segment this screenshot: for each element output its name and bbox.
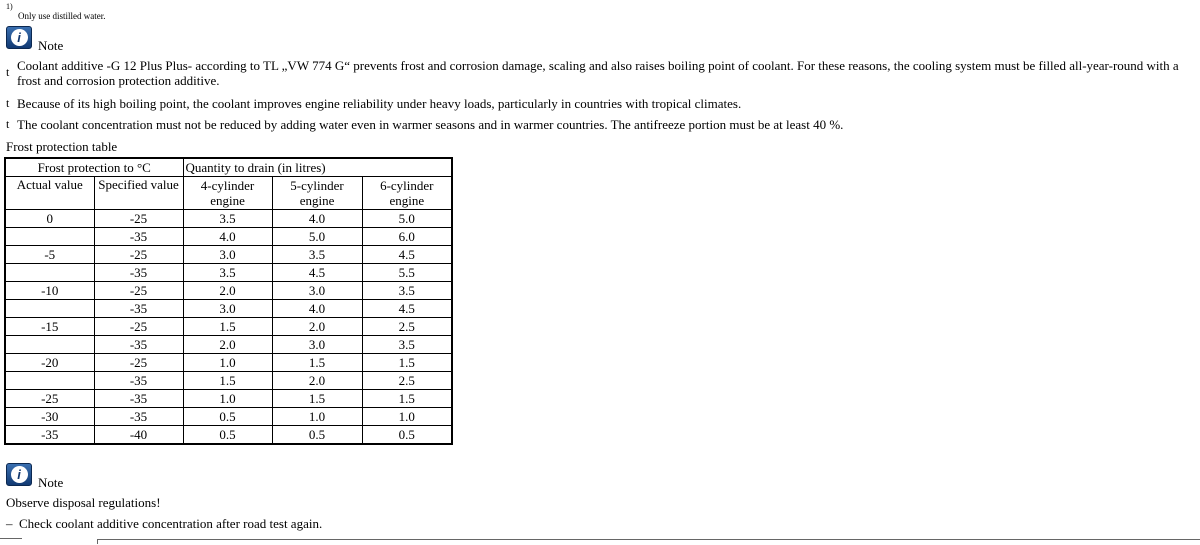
table-cell: 4.0 <box>183 228 272 246</box>
table-cell: -35 <box>94 390 183 408</box>
procedure-step <box>6 516 322 532</box>
note-paragraph: Because of its high boiling point, the coolant improves engine reliability under heavy loads, particularly in countries with tropical climates. <box>17 96 742 111</box>
table-cell <box>5 228 94 246</box>
table-cell: 2.0 <box>272 372 362 390</box>
table-cell: 1.5 <box>183 318 272 336</box>
table-cell <box>5 300 94 318</box>
table-cell: 5.5 <box>362 264 452 282</box>
table-cell: 0.5 <box>272 426 362 445</box>
note-text: Observe disposal regulations! <box>6 495 161 510</box>
table-row <box>5 264 452 282</box>
table-cell: -35 <box>94 372 183 390</box>
table-cell: 0 <box>5 210 94 228</box>
frost-protection-table <box>4 157 453 445</box>
table-column-header: 5-cylinder engine <box>272 177 362 210</box>
table-row <box>5 246 452 264</box>
info-icon: i <box>6 463 32 486</box>
table-cell: -35 <box>94 264 183 282</box>
table-row <box>5 210 452 228</box>
table-cell: 4.5 <box>362 246 452 264</box>
table-column-header: 4-cylinder engine <box>183 177 272 210</box>
table-row <box>5 282 452 300</box>
step-marker: – <box>6 516 13 531</box>
note-paragraph: Coolant additive -G 12 Plus Plus- according to TL „VW 774 G“ prevents frost and corrosion damage, scaling and also raises boiling point of coolant. For these reasons, the cooling system must be filled all-year-round with a frost and corrosion protection additive. <box>17 58 1179 88</box>
table-cell: 3.5 <box>272 246 362 264</box>
table-cell: -35 <box>94 300 183 318</box>
table-cell: 1.0 <box>183 390 272 408</box>
note-label: Note <box>38 475 64 490</box>
table-group-header: Quantity to drain (in litres) <box>183 158 452 177</box>
table-row <box>5 354 452 372</box>
table-cell <box>5 264 94 282</box>
table-cell: 3.0 <box>272 336 362 354</box>
table-cell: -35 <box>94 228 183 246</box>
table-cell: 1.5 <box>362 354 452 372</box>
table-cell <box>5 336 94 354</box>
table-row <box>5 318 452 336</box>
step-text: Check coolant additive concentration after road test again. <box>19 516 323 531</box>
table-cell: 3.5 <box>183 264 272 282</box>
table-cell: -20 <box>5 354 94 372</box>
table-cell: 1.0 <box>362 408 452 426</box>
table-cell: 3.0 <box>183 300 272 318</box>
table-column-header: Actual value <box>5 177 94 210</box>
table-cell: 4.5 <box>272 264 362 282</box>
table-cell: -30 <box>5 408 94 426</box>
table-cell: 0.5 <box>183 426 272 445</box>
note-paragraph: The coolant concentration must not be reduced by adding water even in warmer seasons and in warmer countries. The antifreeze portion must be at least 40 %. <box>17 117 844 132</box>
table-row <box>5 390 452 408</box>
table-cell: 2.5 <box>362 318 452 336</box>
table-row <box>5 336 452 354</box>
table-cell: 1.0 <box>183 354 272 372</box>
footnote-text: Only use distilled water. <box>18 11 106 21</box>
table-cell <box>5 372 94 390</box>
table-cell: 4.0 <box>272 300 362 318</box>
table-row <box>5 372 452 390</box>
table-cell: 1.0 <box>272 408 362 426</box>
note-label: Note <box>38 38 64 53</box>
table-cell: -35 <box>94 336 183 354</box>
table-cell: 1.5 <box>272 354 362 372</box>
info-icon: i <box>6 26 32 49</box>
bullet-marker: t <box>6 65 10 79</box>
footnote-marker: 1) <box>6 2 13 11</box>
table-title: Frost protection table <box>6 139 118 154</box>
table-cell: -25 <box>5 390 94 408</box>
table-cell: 2.5 <box>362 372 452 390</box>
table-cell: -5 <box>5 246 94 264</box>
bullet-marker: t <box>6 96 10 110</box>
table-cell: 6.0 <box>362 228 452 246</box>
table-cell: 3.5 <box>362 336 452 354</box>
table-cell: 2.0 <box>183 336 272 354</box>
table-cell: 4.5 <box>362 300 452 318</box>
table-cell: 3.0 <box>183 246 272 264</box>
table-cell: 2.0 <box>183 282 272 300</box>
table-cell: 3.0 <box>272 282 362 300</box>
table-cell: 4.0 <box>272 210 362 228</box>
table-cell: -35 <box>94 408 183 426</box>
page-divider <box>97 539 1200 544</box>
table-group-header: Frost protection to °C <box>5 158 183 177</box>
table-cell: -25 <box>94 354 183 372</box>
bullet-marker: t <box>6 117 10 131</box>
table-cell: 1.5 <box>183 372 272 390</box>
table-column-header: Specified value <box>94 177 183 210</box>
table-column-header: 6-cylinder engine <box>362 177 452 210</box>
table-cell: 1.5 <box>362 390 452 408</box>
table-cell: -25 <box>94 318 183 336</box>
table-cell: -15 <box>5 318 94 336</box>
table-cell: -10 <box>5 282 94 300</box>
table-row <box>5 228 452 246</box>
table-cell: -25 <box>94 282 183 300</box>
table-cell: 5.0 <box>362 210 452 228</box>
table-cell: -25 <box>94 210 183 228</box>
table-cell: 5.0 <box>272 228 362 246</box>
table-cell: 0.5 <box>362 426 452 445</box>
table-cell: 3.5 <box>362 282 452 300</box>
table-cell: 1.5 <box>272 390 362 408</box>
table-cell: 0.5 <box>183 408 272 426</box>
table-row <box>5 408 452 426</box>
table-row <box>5 300 452 318</box>
table-cell: -25 <box>94 246 183 264</box>
table-cell: -35 <box>5 426 94 445</box>
table-cell: 2.0 <box>272 318 362 336</box>
table-cell: 3.5 <box>183 210 272 228</box>
table-row <box>5 426 452 445</box>
table-cell: -40 <box>94 426 183 445</box>
